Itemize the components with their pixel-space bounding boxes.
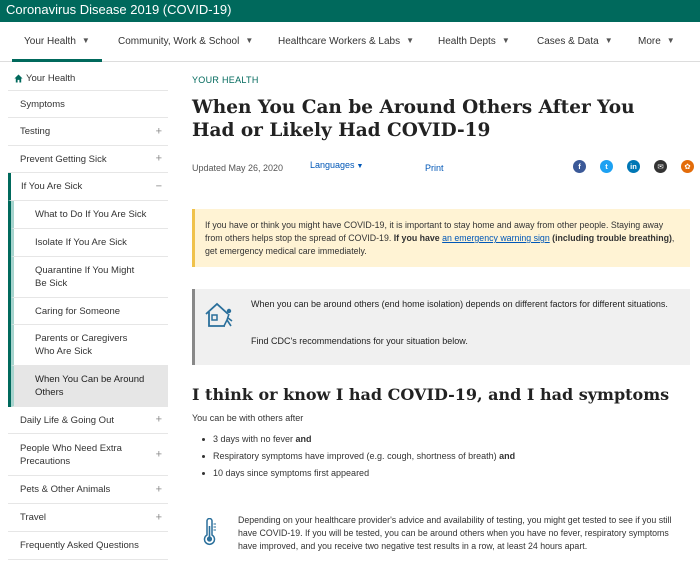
site-title[interactable]: Coronavirus Disease 2019 (COVID-19): [6, 2, 232, 17]
nav-healthcare[interactable]: [278, 22, 414, 62]
section-lead: You can be with others after: [192, 413, 304, 423]
print-link[interactable]: Print: [425, 163, 444, 173]
callout-subtext: Find CDC's recommendations for your situation below.: [251, 336, 468, 346]
sidebar: [8, 66, 168, 560]
sidebar-item-label: Daily Life & Going Out: [20, 414, 114, 426]
sidebar-item-what-to-do[interactable]: [11, 201, 168, 229]
sidebar-item-when-around-others[interactable]: [11, 366, 168, 407]
nav-label: Healthcare Workers & Labs: [278, 36, 401, 47]
page-title: When You Can be Around Others After You Had or Likely Had COVID-19: [192, 97, 635, 141]
languages-dropdown[interactable]: [310, 160, 363, 170]
list-item: [202, 450, 515, 467]
page-meta: [192, 160, 692, 178]
alert-text: If you have or think you might have COVID-19, it is important to stay home and away from other people. Staying away from others helps stop the spread of COVID-19.: [205, 220, 664, 243]
sidebar-item-prevent[interactable]: [8, 146, 168, 173]
home-isolation-icon: [204, 301, 236, 329]
nav-label: Cases & Data: [537, 36, 599, 47]
emergency-warning-link[interactable]: an emergency warning sign: [442, 233, 550, 243]
social-share: [573, 160, 700, 173]
chevron-down-icon: ▼: [501, 36, 510, 45]
list-item: [202, 467, 515, 484]
sidebar-item-faq[interactable]: [8, 532, 168, 560]
info-callout: [192, 289, 690, 365]
nav-community[interactable]: [118, 22, 253, 62]
list-item-text: 10 days since symptoms first appeared: [213, 468, 370, 478]
sidebar-item-label: Prevent Getting Sick: [20, 153, 107, 165]
sidebar-home[interactable]: [8, 66, 168, 91]
sidebar-item-label: If You Are Sick: [21, 181, 83, 192]
chevron-down-icon: ▼: [666, 36, 675, 45]
languages-label: Languages: [310, 160, 355, 170]
nav-label: Community, Work & School: [118, 36, 240, 47]
home-icon: [14, 74, 23, 83]
sidebar-item-label: Caring for Someone: [35, 305, 121, 317]
criteria-list: [202, 433, 515, 484]
sidebar-item-quarantine[interactable]: [11, 257, 168, 298]
sidebar-item-label: Frequently Asked Questions: [20, 540, 139, 551]
list-item-conjunction: and: [295, 434, 312, 444]
sidebar-item-daily-life[interactable]: [8, 407, 168, 434]
callout-text: When you can be around others (end home isolation) depends on different factors for different situations.: [251, 299, 668, 309]
nav-label: Health Depts: [438, 36, 496, 47]
list-item-conjunction: and: [499, 451, 516, 461]
list-item: [202, 433, 515, 450]
updated-date: Updated May 26, 2020: [192, 163, 284, 173]
nav-health-depts[interactable]: [438, 22, 510, 62]
expand-icon[interactable]: +: [155, 448, 162, 460]
alert-text: , get emergency medical care immediately.: [205, 233, 675, 256]
thermometer-icon: [202, 518, 218, 546]
sidebar-item-label: Parents or Caregivers Who Are Sick: [35, 333, 128, 357]
linkedin-icon[interactable]: in: [627, 160, 640, 173]
sidebar-item-label: When You Can be Around Others: [35, 374, 145, 398]
sidebar-item-label: Quarantine If You Might Be Sick: [35, 265, 135, 289]
sidebar-item-label: Symptoms: [20, 98, 65, 110]
site-header: [0, 0, 700, 22]
expand-icon[interactable]: +: [155, 125, 162, 137]
sidebar-item-travel[interactable]: [8, 504, 168, 532]
sidebar-home-label: Your Health: [26, 72, 76, 84]
sidebar-item-label: People Who Need Extra Precautions: [20, 442, 122, 467]
alert-bold: (including trouble breathing): [549, 233, 672, 243]
caret-down-icon: ▼: [356, 163, 364, 170]
nav-more[interactable]: [638, 22, 675, 62]
facebook-icon[interactable]: f: [573, 160, 586, 173]
testing-note-text: Depending on your healthcare provider's advice and availability of testing, you might get tested to see if you still have COVID-19. If you will be tested, you can be around others when you have no fever, respiratory symptoms have improved, and you receive two negative test results in a row, at least 24 hours apart.: [238, 515, 672, 551]
collapse-icon[interactable]: −: [155, 180, 162, 192]
sidebar-item-parents[interactable]: [11, 325, 168, 366]
sidebar-item-isolate[interactable]: [11, 229, 168, 257]
sidebar-item-if-sick[interactable]: [8, 173, 168, 201]
section-title: I think or know I had COVID-19, and I had symptoms: [192, 385, 670, 404]
chevron-down-icon: ▼: [406, 36, 415, 45]
expand-icon[interactable]: +: [155, 511, 162, 523]
emergency-alert: [192, 209, 690, 267]
expand-icon[interactable]: +: [155, 413, 162, 426]
email-icon[interactable]: ✉: [654, 160, 667, 173]
nav-label: Your Health: [24, 36, 76, 47]
syndicate-icon[interactable]: ✿: [681, 160, 694, 173]
sidebar-item-pets[interactable]: [8, 476, 168, 504]
chevron-down-icon: ▼: [245, 36, 254, 45]
sidebar-item-label: What to Do If You Are Sick: [35, 209, 147, 220]
list-item-text: Respiratory symptoms have improved (e.g. cough, shortness of breath): [213, 451, 500, 461]
nav-your-health[interactable]: [12, 22, 102, 62]
sidebar-item-label: Testing: [20, 126, 51, 137]
twitter-icon[interactable]: t: [600, 160, 613, 173]
sidebar-item-label: Isolate If You Are Sick: [35, 237, 127, 248]
nav-label: More: [638, 36, 661, 47]
list-item-text: 3 days with no fever: [213, 434, 296, 444]
main-nav: [0, 22, 700, 62]
expand-icon[interactable]: +: [155, 483, 162, 495]
sidebar-item-label: Pets & Other Animals: [20, 484, 111, 495]
sidebar-item-label: Travel: [20, 512, 47, 523]
sidebar-item-extra-precautions[interactable]: [8, 434, 168, 476]
chevron-down-icon: ▼: [81, 36, 90, 45]
expand-icon[interactable]: +: [155, 152, 162, 165]
sidebar-subnav: [8, 201, 168, 407]
section-kicker: YOUR HEALTH: [192, 75, 259, 85]
alert-bold: If you have: [393, 233, 443, 243]
chevron-down-icon: ▼: [604, 36, 613, 45]
sidebar-item-symptoms[interactable]: [8, 91, 168, 118]
nav-cases-data[interactable]: [537, 22, 613, 62]
sidebar-item-caring[interactable]: [11, 298, 168, 325]
sidebar-item-testing[interactable]: [8, 118, 168, 146]
